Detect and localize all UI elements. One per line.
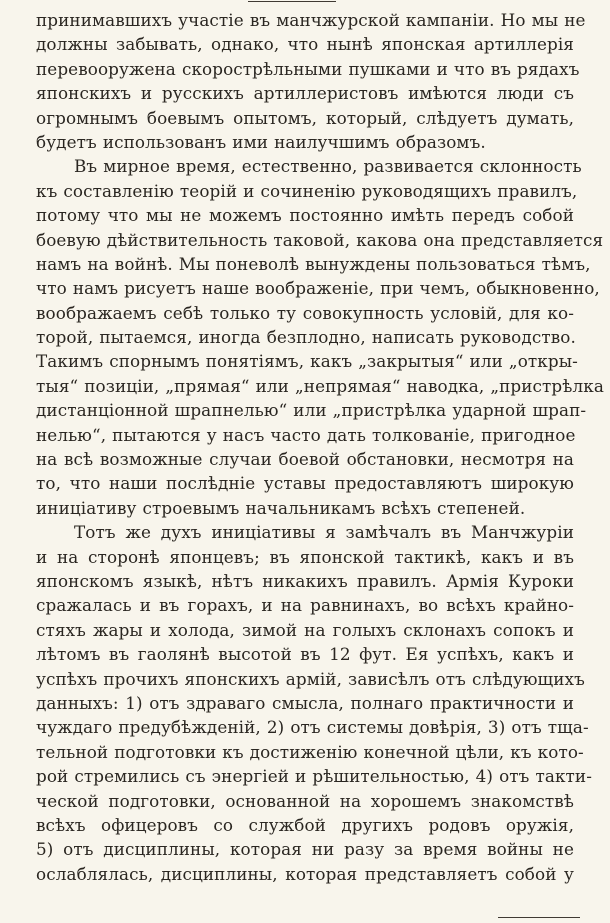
text-line: японскомъ языкѣ, нѣтъ никакихъ правилъ. Армія Куроки xyxy=(36,570,574,591)
text-line: перевооружена скорострѣльными пушками и что въ рядахъ xyxy=(36,58,580,79)
text-line: ослаблялась, дисциплины, которая представляетъ собой у xyxy=(36,863,574,884)
text-line: будетъ использованъ ими наилучшимъ образомъ. xyxy=(36,131,486,152)
text-line: иниціативу строевымъ начальникамъ всѣхъ степеней. xyxy=(36,497,526,518)
text-line: должны забывать, однако, что нынѣ японская артиллерія xyxy=(36,34,574,55)
text-line: то, что наши послѣдніе уставы предоставляютъ широкую xyxy=(36,473,574,494)
paragraph-3 xyxy=(36,520,592,886)
text-line: огромнымъ боевымъ опытомъ, который, слѣдуетъ думать, xyxy=(36,107,574,128)
text-line: воображаемъ себѣ только ту совокупность условій, для ко- xyxy=(36,302,574,323)
text-line: Тотъ же духъ иниціативы я замѣчалъ въ Манчжуріи xyxy=(74,522,574,543)
text-line: что намъ рисуетъ наше воображеніе, при чемъ, обыкновенно, xyxy=(36,278,600,299)
page-text xyxy=(36,8,604,886)
text-line: на всѣ возможные случаи боевой обстановки, несмотря на xyxy=(36,449,574,470)
text-line: японскихъ и русскихъ артиллеристовъ имѣются люди съ xyxy=(36,83,574,104)
text-line: всѣхъ офицеровъ со службой другихъ родовъ оружія, xyxy=(36,814,574,835)
text-line: сражалась и въ горахъ, и на равнинахъ, во всѣхъ крайно- xyxy=(36,595,574,616)
text-line: Такимъ спорнымъ понятіямъ, какъ „закрытыя“ или „откры- xyxy=(36,351,578,372)
text-line: къ составленію теорій и сочиненію руководящихъ правилъ, xyxy=(36,180,578,201)
text-line: намъ на войнѣ. Мы поневолѣ вынуждены пользоваться тѣмъ, xyxy=(36,253,591,274)
paragraph-2 xyxy=(36,154,604,520)
text-line: принимавшихъ участіе въ манчжурской кампаніи. Но мы не xyxy=(36,10,586,30)
text-line: лѣтомъ въ гаолянѣ высотой въ 12 фут. Ея успѣхъ, какъ и xyxy=(36,644,574,665)
text-line: торой, пытаемся, иногда безплодно, написать руководство. xyxy=(36,327,576,348)
text-line: рой стремились съ энергіей и рѣшительностью, 4) отъ такти- xyxy=(36,766,592,787)
text-line: чуждаго предубѣжденій, 2) отъ системы довѣрія, 3) отъ тща- xyxy=(36,717,589,738)
text-line: нелью“, пытаются у насъ часто дать толкованіе, пригодное xyxy=(36,424,576,445)
text-line: Въ мирное время, естественно, развивается склонность xyxy=(74,156,582,177)
text-line: 5) отъ дисциплины, которая ни разу за время войны не xyxy=(36,839,574,860)
text-line: стяхъ жары и холода, зимой на голыхъ склонахъ сопокъ и xyxy=(36,619,574,640)
text-line: потому что мы не можемъ постоянно имѣть передъ собой xyxy=(36,205,574,226)
text-line: тельной подготовки къ достиженію конечной цѣли, къ кото- xyxy=(36,741,584,762)
paragraph-1 xyxy=(36,8,586,154)
text-line: данныхъ: 1) отъ здраваго смысла, полнаго практичности и xyxy=(36,692,574,713)
section-divider-top xyxy=(248,1,336,2)
text-line: тыя“ позиціи, „прямая“ или „непрямая“ наводка, „пристрѣлка xyxy=(36,375,604,396)
text-line: дистанціонной шрапнелью“ или „пристрѣлка ударной шрап- xyxy=(36,400,587,421)
section-divider-bottom xyxy=(498,917,580,918)
text-line: успѣхъ прочихъ японскихъ армій, зависѣлъ отъ слѣдующихъ xyxy=(36,668,585,689)
text-line: ческой подготовки, основанной на хорошемъ знакомствѣ xyxy=(36,790,574,811)
text-line: и на сторонѣ японцевъ; въ японской тактикѣ, какъ и въ xyxy=(36,546,574,567)
text-line: боевую дѣйствительность таковой, какова она представляется xyxy=(36,229,604,250)
